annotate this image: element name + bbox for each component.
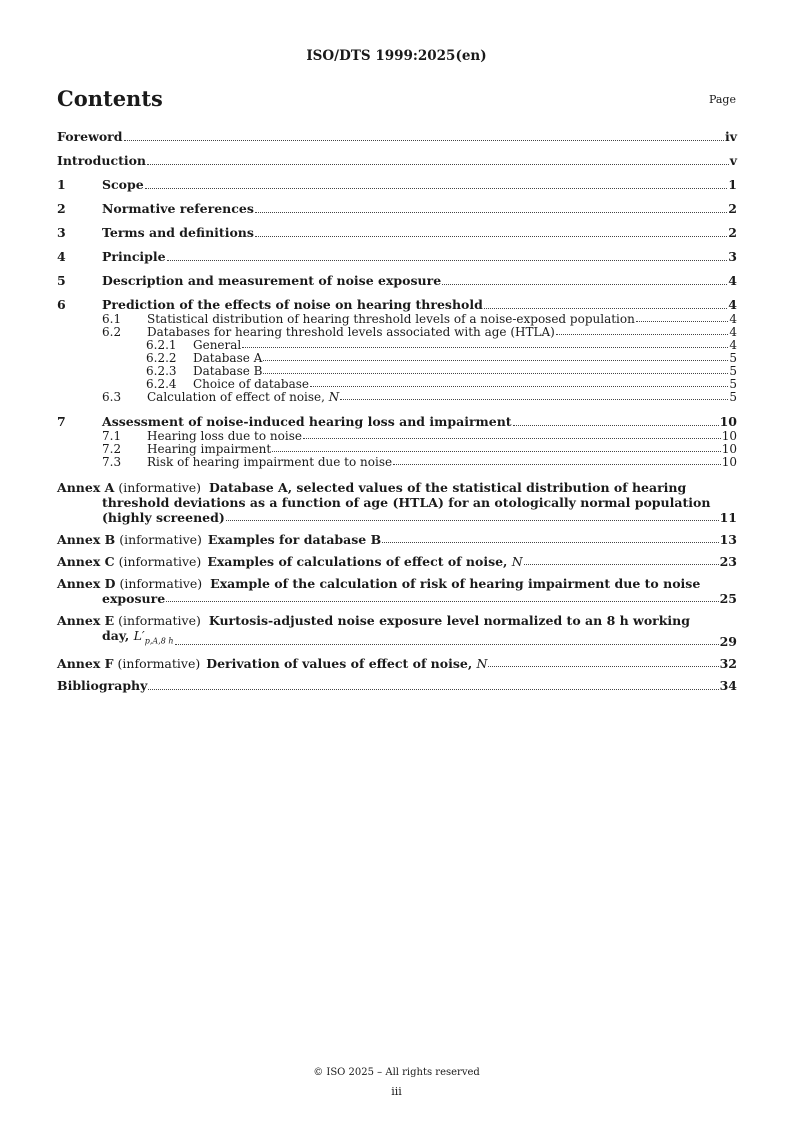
annex-label: Annex D	[57, 576, 116, 591]
subclause-number: 6.3	[102, 390, 122, 404]
annex-title-text: exposure	[102, 591, 166, 606]
toc-entry-page: 5	[729, 351, 737, 365]
toc-entry-title: Prediction of the effects of noise on hearing threshold	[102, 297, 483, 312]
toc-entry-title: Description and measurement of noise exposure	[102, 273, 442, 288]
annex-title: Examples for database B	[207, 532, 382, 547]
toc-entry-clause-5[interactable]	[57, 273, 737, 289]
toc-entry-page: 29	[719, 633, 737, 649]
toc-entry-page: 4	[728, 273, 737, 288]
toc-entry-title: Database A	[193, 351, 263, 365]
title-text: Calculation of effect of noise,	[147, 390, 329, 404]
leader-dots	[393, 463, 721, 465]
page-number: iii	[391, 1085, 402, 1098]
annex-title-line1: Kurtosis-adjusted noise exposure level normalized to an 8 h working	[208, 613, 690, 628]
toc-entry-title: Databases for hearing threshold levels associated with age (HTLA)	[147, 325, 555, 339]
subclause-number: 6.1	[102, 312, 122, 326]
subclause-number: 7.2	[102, 442, 122, 456]
annex-informative: (informative)	[119, 532, 202, 547]
toc-entry-page: iv	[724, 129, 737, 144]
toc-entry-page: 2	[728, 225, 737, 240]
leader-dots	[488, 665, 718, 667]
toc-entry-annex-b[interactable]	[57, 532, 737, 547]
variable-n: N	[476, 655, 488, 671]
leader-dots	[255, 235, 727, 237]
subclause-number: 6.2.3	[146, 364, 177, 378]
toc-entry-annex-d[interactable]	[57, 576, 737, 606]
annex-title-line2	[57, 628, 737, 649]
leader-dots	[263, 359, 728, 361]
leader-dots	[636, 320, 729, 322]
annex-title-line2	[57, 591, 737, 606]
leader-dots	[148, 688, 718, 690]
toc-entry-page: 32	[719, 655, 737, 671]
clause-number: 4	[57, 249, 66, 264]
toc-entry-page: 4	[729, 338, 737, 352]
annex-informative: (informative)	[117, 655, 201, 671]
leader-dots	[242, 346, 728, 348]
toc-entry-title: Introduction	[57, 153, 147, 168]
page-column-label: Page	[708, 93, 736, 106]
annex-heading-line	[57, 613, 737, 628]
leader-dots	[484, 307, 727, 309]
annex-heading-line	[57, 480, 737, 495]
toc-entry-page: 5	[729, 390, 737, 404]
toc-entry-page: v	[729, 153, 737, 168]
leader-dots	[556, 333, 729, 335]
annex-label: Annex C	[57, 554, 115, 569]
clause-number: 2	[57, 201, 66, 216]
toc-entry-annex-c[interactable]	[57, 554, 737, 569]
toc-entry-page: 13	[719, 532, 737, 547]
clause-number: 7	[57, 414, 66, 429]
toc-entry-page: 23	[719, 554, 737, 569]
annex-informative: (informative)	[119, 576, 203, 591]
annex-title-day: day,	[102, 628, 134, 643]
clause-number: 6	[57, 297, 66, 312]
table-of-contents	[57, 129, 737, 694]
page-title: Contents	[57, 86, 163, 111]
leader-dots	[175, 643, 719, 645]
toc-entry-clause-6[interactable]	[57, 297, 737, 313]
toc-entry-page: 11	[719, 510, 737, 525]
toc-entry-7-3[interactable]	[57, 456, 737, 469]
toc-entry-title: Risk of hearing impairment due to noise	[147, 455, 393, 469]
toc-entry-title: Assessment of noise-induced hearing loss and impairment	[102, 414, 512, 429]
toc-entry-page: 4	[729, 325, 737, 339]
leader-dots	[310, 385, 728, 387]
leader-dots	[124, 139, 724, 141]
variable-l-prime: L′	[133, 628, 145, 643]
toc-entry-annex-f[interactable]	[57, 656, 737, 671]
toc-entry-clause-2[interactable]	[57, 201, 737, 217]
subclause-number: 7.3	[102, 455, 122, 469]
toc-entry-title	[147, 391, 339, 404]
annex-heading-line	[57, 576, 737, 591]
annex-label: Annex B	[57, 532, 116, 547]
annex-informative: (informative)	[118, 554, 202, 569]
toc-entry-page: 5	[729, 364, 737, 378]
toc-entry-title: Statistical distribution of hearing threshold levels of a noise-exposed population	[147, 312, 635, 326]
toc-entry-clause-4[interactable]	[57, 249, 737, 265]
toc-entry-title: Terms and definitions	[102, 225, 254, 240]
leader-dots	[147, 163, 729, 165]
toc-entry-page: 4	[728, 297, 737, 312]
annex-label: Annex F	[57, 655, 114, 671]
toc-entry-page: 10	[721, 429, 737, 443]
leader-dots	[255, 211, 727, 213]
toc-entry-annex-e[interactable]	[57, 613, 737, 649]
toc-entry-clause-7[interactable]	[57, 414, 737, 430]
toc-entry-title: Hearing impairment	[147, 442, 272, 456]
leader-dots	[272, 450, 721, 452]
annex-title	[206, 656, 487, 671]
copyright-notice: © ISO 2025 – All rights reserved	[313, 1067, 480, 1078]
toc-entry-page: 1	[728, 177, 737, 192]
toc-entry-annex-a[interactable]	[57, 480, 737, 525]
toc-entry-title: Scope	[102, 177, 144, 192]
leader-dots	[382, 541, 718, 543]
annex-title-text	[102, 628, 174, 649]
variable-subscript	[145, 637, 174, 646]
toc-entry-title: Normative references	[102, 201, 254, 216]
toc-entry-foreword[interactable]	[57, 129, 737, 145]
leader-dots	[513, 424, 719, 426]
clause-number: 3	[57, 225, 66, 240]
leader-dots	[166, 600, 718, 602]
subclause-number: 7.1	[102, 429, 122, 443]
annex-title	[207, 554, 522, 569]
toc-entry-page: 5	[729, 377, 737, 391]
toc-entry-clause-1[interactable]	[57, 177, 737, 193]
toc-entry-title: Choice of database	[193, 377, 309, 391]
leader-dots	[524, 563, 719, 565]
leader-dots	[145, 187, 728, 189]
toc-entry-page: 25	[719, 591, 737, 606]
annex-label: Annex E	[57, 613, 115, 628]
toc-entry-page: 34	[719, 677, 737, 693]
toc-entry-page: 10	[721, 442, 737, 456]
toc-entry-page: 10	[721, 455, 737, 469]
subclause-number: 6.2.4	[146, 377, 177, 391]
annex-informative: (informative)	[118, 613, 201, 628]
annex-title-line1: Database A, selected values of the statistical distribution of hearing	[209, 480, 687, 495]
subclause-number: 6.2.1	[146, 338, 177, 352]
leader-dots	[167, 259, 728, 261]
variable-n: N	[328, 390, 340, 404]
annex-title-text: Derivation of values of effect of noise,	[206, 655, 477, 671]
leader-dots	[303, 437, 721, 439]
annex-title-text: Examples of calculations of effect of noise,	[207, 554, 512, 569]
toc-entry-page: 3	[728, 249, 737, 264]
variable-n: N	[511, 554, 523, 569]
document-id: ISO/DTS 1999:2025(en)	[306, 48, 487, 64]
toc-entry-introduction[interactable]	[57, 153, 737, 169]
toc-entry-title: Foreword	[57, 129, 123, 144]
subclause-number: 6.2	[102, 325, 122, 339]
leader-dots	[263, 372, 728, 374]
leader-dots	[226, 519, 719, 521]
toc-entry-6-3[interactable]	[57, 391, 737, 404]
toc-entry-title: Bibliography	[57, 677, 148, 693]
toc-entry-page: 2	[728, 201, 737, 216]
clause-number: 1	[57, 177, 66, 192]
toc-entry-title: Database B	[193, 364, 263, 378]
annex-informative: (informative)	[118, 480, 202, 495]
toc-entry-page: 4	[729, 312, 737, 326]
subscript-text: p,A,8 h	[144, 636, 174, 646]
toc-entry-clause-3[interactable]	[57, 225, 737, 241]
annex-title-line2: threshold deviations as a function of age (HTLA) for an otologically normal population	[102, 495, 711, 510]
subclause-number: 6.2.2	[146, 351, 177, 365]
toc-entry-title: General	[193, 338, 242, 352]
annex-title-text: (highly screened)	[102, 510, 225, 525]
leader-dots	[442, 283, 727, 285]
leader-dots	[340, 398, 728, 400]
toc-entry-title: Principle	[102, 249, 166, 264]
annex-title-line1: Example of the calculation of risk of hearing impairment due to noise	[210, 576, 701, 591]
toc-entry-bibliography[interactable]	[57, 678, 737, 694]
toc-entry-title: Hearing loss due to noise	[147, 429, 302, 443]
toc-entry-page: 10	[719, 414, 737, 429]
clause-number: 5	[57, 273, 66, 288]
annex-title-line3	[57, 510, 737, 525]
annex-label: Annex A	[57, 480, 115, 495]
